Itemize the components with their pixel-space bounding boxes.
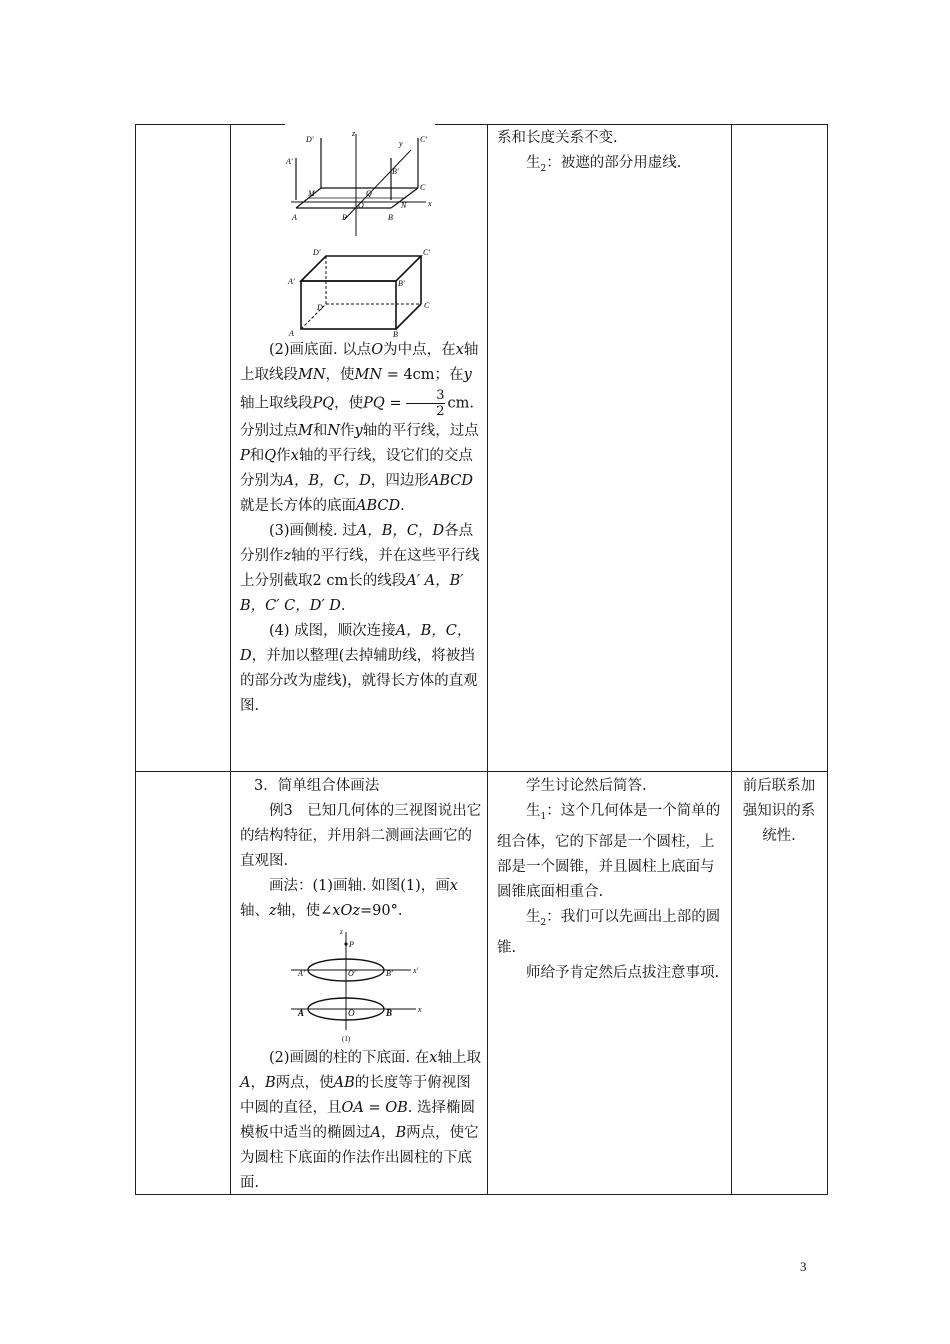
table-top-border [135, 124, 828, 125]
cuboid-label-a-prime: A′ [288, 277, 295, 286]
cuboid-label-c: C [424, 301, 430, 310]
label-n: N [401, 201, 407, 210]
student1-response: 生$_1$：这个几何体是一个简单的组合体，它的下部是一个圆柱，上部是一个圆锥，并且圆柱上底面与圆锥底面相重合. [497, 803, 721, 900]
column-divider-2 [487, 124, 488, 1195]
cuboid-label-d: D [317, 303, 323, 312]
cuboid-label-c-prime: C′ [423, 248, 431, 257]
cyl-label-a: A [298, 1008, 305, 1018]
step2-paragraph: (2)画底面. 以点O为中点，在x轴上取线段MN，使MN = 4cm；在y轴上取线段PQ，使PQ = $\frac{3}{2}$ cm. 分别过点M和N作y轴的平行线，过点P和Q作x轴的平行线，设它们的交点分别为A，B，C，D，四边形ABCD就是长方体的底面ABCD. [240, 342, 479, 514]
fraction-three-halves: $\frac{3}{2}$ [406, 388, 445, 419]
cyl-label-z: z [340, 928, 343, 936]
cyl-label-o-prime: O′ [348, 969, 356, 978]
step3-paragraph: (3)画侧棱. 过A，B，C，D各点分别作z轴的平行线，并在这些平行线上分别截取2 cm长的线段A′ A，B′ B，C′ C，D′ D. [240, 523, 480, 614]
label-y: y [399, 139, 403, 148]
cyl-label-x-prime: x′ [413, 966, 419, 975]
label-o: O [358, 201, 364, 210]
method-step1: 画法：(1)画轴. 如图(1)，画x轴、z轴，使∠xOz=90°. [240, 878, 458, 919]
design-intent-text: 前后联系加强知识的系统性. [742, 778, 816, 844]
cuboid-label-b: B [393, 330, 398, 338]
page-number: 3 [800, 1259, 807, 1274]
axes-box-figure [286, 128, 436, 238]
cuboid-label-b-prime: B′ [398, 279, 405, 288]
cyl-label-b-prime: B′ [386, 969, 393, 978]
teacher-note: 师给予肯定然后点拔注意事项. [526, 964, 720, 981]
row1-process-cell [240, 128, 482, 719]
cuboid-label-a: A [289, 329, 294, 338]
step2-lower-base: (2)画圆的柱的下底面. 在x轴上取A，B两点，使AB的长度等于俯视图中圆的直径，且OA = OB. 选择椭圆模板中适当的椭圆过A，B两点，使它为圆柱下底面的作法作出圆柱的下底面. [240, 1050, 481, 1191]
cuboid-label-d-prime: D′ [313, 248, 321, 257]
label-d-prime: D′ [306, 135, 314, 144]
figure-caption: (1) [342, 1035, 351, 1043]
cyl-label-x: x [418, 1005, 422, 1014]
label-b: B [388, 213, 393, 222]
row1-student-cell [497, 126, 727, 182]
row2-process-cell [240, 774, 482, 1196]
cuboid-figure [281, 246, 441, 338]
label-q: Q [366, 189, 372, 198]
label-c: C [420, 183, 426, 192]
table-right-border [827, 124, 828, 1195]
row2-student-cell [497, 774, 727, 986]
student2-response: 生$_2$：被遮的部分用虚线. [526, 155, 682, 174]
row-divider [135, 771, 828, 772]
figure-top-gap [285, 123, 435, 126]
label-c-prime: C′ [420, 135, 428, 144]
label-m: M [308, 189, 315, 198]
student-discussion: 学生讨论然后简答. [526, 778, 647, 794]
row2-design-intent-cell [739, 774, 819, 849]
column-divider-1 [230, 124, 231, 1195]
cylinder-cone-figure [286, 926, 436, 1046]
student2-response: 生$_2$：我们可以先画出上部的圆锥. [497, 908, 721, 956]
cyl-label-a-prime: A′ [298, 969, 305, 978]
cyl-label-b: B [386, 1008, 393, 1018]
label-p: P [342, 213, 347, 222]
example-3: 例3 已知几何体的三视图说出它的结构特征，并用斜二测画法画它的直观图. [240, 803, 482, 869]
label-a-prime: A′ [286, 157, 293, 166]
student-line1: 系和长度关系不变. [497, 130, 618, 146]
label-a: A [292, 213, 297, 222]
cyl-label-o: O [348, 1008, 355, 1018]
cyl-label-p: P [349, 940, 354, 949]
label-x: x [428, 199, 432, 208]
column-divider-3 [731, 124, 732, 1195]
table-left-border [135, 124, 136, 1195]
section-title: 3．简单组合体画法 [254, 778, 380, 794]
label-b-prime: B′ [392, 167, 399, 176]
label-z: z [352, 129, 356, 138]
lesson-table [135, 124, 828, 1195]
step4-paragraph: (4) 成图，顺次连接A，B，C，D，并加以整理(去掉辅助线，将被挡的部分改为虚线)，就得长方体的直观图. [240, 623, 478, 714]
